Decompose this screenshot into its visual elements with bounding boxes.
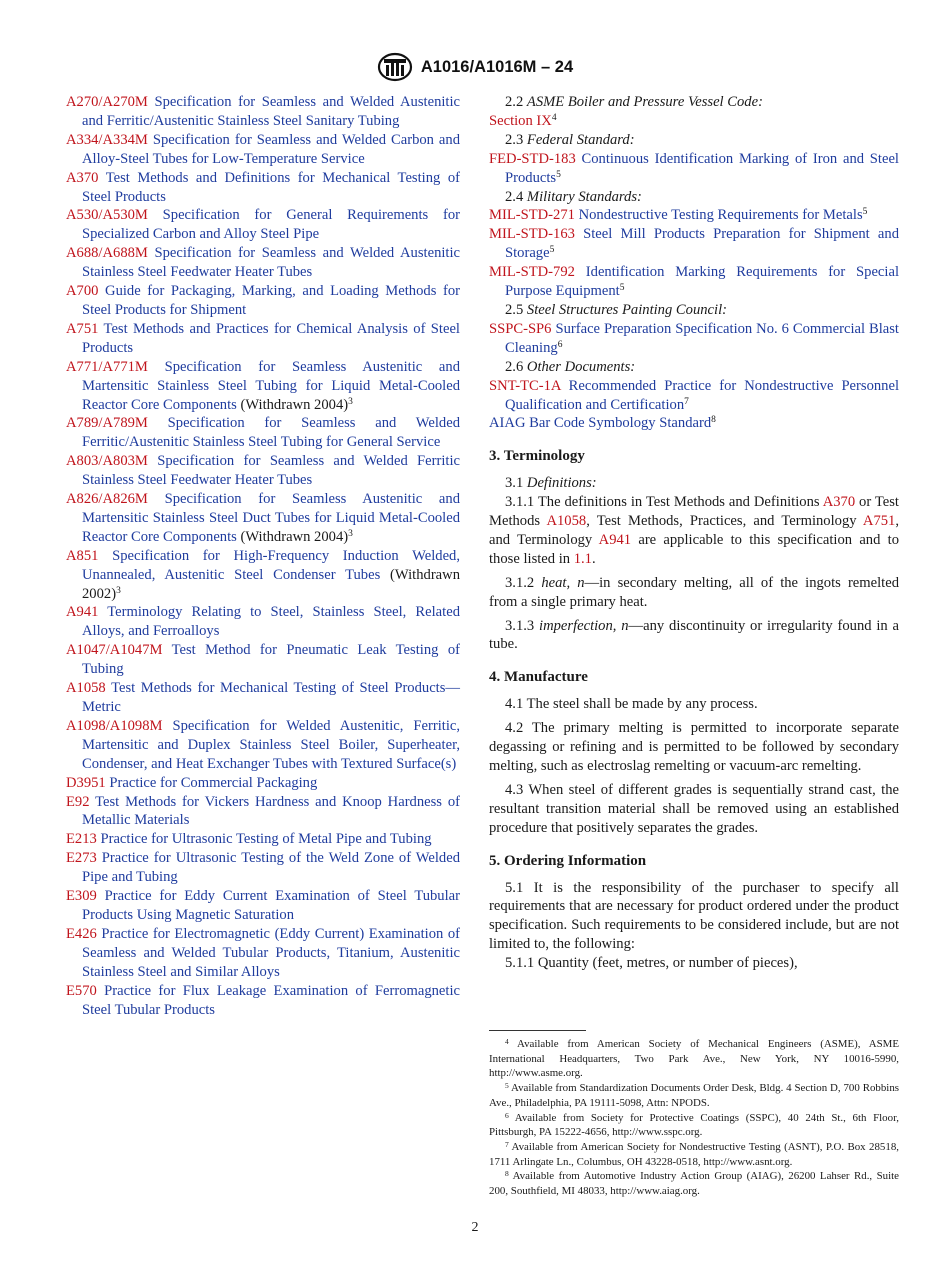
page-header <box>0 52 950 82</box>
section-2-6-heading: 2.6 Other Documents: <box>505 358 636 375</box>
reference-code[interactable]: A1047/A1047M <box>66 642 163 659</box>
reference-title[interactable]: Terminology Relating to Steel, Stainless Steel, Related Alloys, and Ferroalloys <box>82 604 460 640</box>
reference-title[interactable]: Specification for Seamless and Welded Austenitic and Ferritic/Austenitic Stainless Steel Sanitary Tubing <box>82 94 461 129</box>
reference-title[interactable]: Specification for Seamless Austenitic and Martensitic Stainless Steel Tubing for Liquid Metal-Cooled Reactor Core Components <box>82 358 461 413</box>
footnote: $^6$ Available from Society for Protective Coatings (SSPC), 40 24th St., 6th Floor, Pittsburgh, PA 15222-4656, http://www.sspc.org. <box>489 1110 899 1139</box>
reference-title[interactable]: Practice for Commercial Packaging <box>109 774 318 791</box>
paragraph-3-1: 3.1 Definitions: <box>505 475 597 492</box>
paragraph-4-3: 4.3 When steel of different grades is sequentially strand cast, the resultant transition material shall be removed using an established procedure that positively separates the grades. <box>489 781 899 836</box>
military-reference[interactable] <box>489 225 899 263</box>
reference-code[interactable]: D3951 <box>66 774 106 791</box>
astm-reference[interactable] <box>66 849 460 887</box>
section-2-4-heading: 2.4 Military Standards: <box>505 188 642 205</box>
footnote-marker: 5 <box>862 207 868 218</box>
reference-title[interactable]: Specification for Seamless and Welded Austenitic Stainless Steel Feedwater Heater Tubes <box>82 245 461 281</box>
footnote-marker: 8 <box>711 415 716 426</box>
section-3-title: 3. Terminology <box>489 448 585 465</box>
astm-reference[interactable] <box>66 282 460 320</box>
reference-sspc-sp6[interactable]: SSPC-SP6 Surface Preparation Specification No. 6 Commercial Blast Cleaning$^6$ <box>489 320 899 356</box>
other-reference[interactable] <box>489 377 899 415</box>
reference-title[interactable]: Specification for Seamless and Welded Ferritic Stainless Steel Feedwater Heater Tubes <box>82 453 460 489</box>
reference-code[interactable]: A1098/A1098M <box>66 717 163 734</box>
link-a370[interactable]: A370 <box>822 494 856 511</box>
reference-code[interactable]: A803/A803M <box>66 453 148 470</box>
paragraph-3-1-2: 3.1.2 heat, n—in secondary melting, all of the ingots remelted from a single primary heat. <box>489 574 899 610</box>
reference-code[interactable]: A789/A789M <box>66 415 148 432</box>
military-reference[interactable] <box>489 263 899 301</box>
reference-title[interactable]: Steel Mill Products Preparation for Shipment and Storage <box>505 226 899 262</box>
astm-reference[interactable] <box>66 131 460 169</box>
section-5-title: 5. Ordering Information <box>489 852 647 869</box>
page-number: 2 <box>471 1220 479 1235</box>
reference-code[interactable]: A270/A270M <box>66 94 148 110</box>
footnote-marker: 7 <box>684 396 689 407</box>
astm-reference[interactable] <box>66 679 460 717</box>
footnote-marker: 5 <box>549 245 555 256</box>
section-4-title: 4. Manufacture <box>489 669 588 686</box>
right-column <box>489 93 899 973</box>
reference-title[interactable]: Guide for Packaging, Marking, and Loading Methods for Steel Products for Shipment <box>82 283 460 318</box>
reference-code[interactable]: A826/A826M <box>66 491 148 508</box>
reference-code[interactable]: A370 <box>66 169 99 186</box>
reference-title[interactable]: Test Method for Pneumatic Leak Testing of Tubing <box>82 642 460 678</box>
reference-code[interactable]: A771/A771M <box>66 358 148 375</box>
link-a941[interactable]: A941 <box>598 531 632 548</box>
reference-title[interactable]: Specification for Welded Austenitic, Ferritic, Martensitic and Duplex Stainless Steel Boiler, Superheater, Condenser, and Heat Exchanger Tubes with Textured Surface(s) <box>82 717 460 772</box>
reference-title[interactable]: Specification for Seamless and Welded Carbon and Alloy-Steel Tubes for Low-Temperature Service <box>82 131 460 167</box>
reference-title[interactable]: Recommended Practice for Nondestructive Personnel Qualification and Certification <box>505 377 900 413</box>
reference-code[interactable]: A1058 <box>66 680 106 697</box>
reference-code[interactable]: E92 <box>66 793 90 810</box>
reference-fed-std-183[interactable]: FED-STD-183 Continuous Identification Marking of Iron and Steel Products$^5$ <box>489 150 899 186</box>
astm-reference[interactable] <box>66 452 460 490</box>
astm-reference[interactable] <box>66 982 460 1020</box>
footnote-divider <box>489 1030 586 1031</box>
reference-title[interactable]: Practice for Electromagnetic (Eddy Current) Examination of Seamless and Welded Tubular Products, Titanium, Austenitic Stainless Steel and Similar Alloys <box>82 925 460 980</box>
reference-code[interactable]: E213 <box>66 831 97 848</box>
link-a751[interactable]: A751 <box>862 513 896 530</box>
astm-reference[interactable] <box>66 414 460 452</box>
footnotes <box>489 1030 899 1199</box>
reference-title[interactable]: Test Methods and Definitions for Mechanical Testing of Steel Products <box>82 169 460 205</box>
reference-title[interactable]: Practice for Eddy Current Examination of Steel Tubular Products Using Magnetic Saturation <box>82 888 460 923</box>
reference-code[interactable]: MIL-STD-163 <box>489 226 575 243</box>
footnote: $^8$ Available from Automotive Industry Action Group (AIAG), 26200 Lahser Rd., Suite 200, Southfield, MI 48033, http://www.aiag.org. <box>489 1169 899 1198</box>
link-section-1-1[interactable]: 1.1 <box>573 550 592 567</box>
astm-reference[interactable] <box>66 490 460 547</box>
reference-title[interactable]: Specification for Seamless Austenitic and Martensitic Stainless Steel Duct Tubes for Liquid Metal-Cooled Reactor Core Components <box>82 491 461 545</box>
other-documents-list <box>489 377 899 434</box>
astm-reference[interactable] <box>66 93 460 131</box>
astm-reference[interactable] <box>66 244 460 282</box>
footnote: $^7$ Available from American Society for Nondestructive Testing (ASNT), P.O. Box 28518, 1711 Arlingate Ln., Columbus, OH 43228-0518, http://www.asnt.org. <box>489 1139 899 1168</box>
astm-reference[interactable] <box>66 774 460 793</box>
paragraph-5-1-1: 5.1.1 Quantity (feet, metres, or number of pieces), <box>505 955 798 972</box>
footnote: $^4$ Available from American Society of Mechanical Engineers (ASME), ASME International Headquarters, Two Park Ave., New York, NY 10016-5990, http://www.asme.org. <box>489 1037 899 1080</box>
reference-code[interactable]: E426 <box>66 925 97 942</box>
reference-title[interactable]: Practice for Ultrasonic Testing of Metal Pipe and Tubing <box>100 831 432 848</box>
reference-title[interactable]: Identification Marking Requirements for Special Purpose Equipment <box>505 264 899 300</box>
military-reference[interactable] <box>489 206 899 225</box>
paragraph-5-1: 5.1 It is the responsibility of the purchaser to specify all requirements that are necessary for product ordered under the product specification. Such requirements to be considered include, but are not limited to, the following: <box>489 879 899 953</box>
footnote-marker: 5 <box>619 283 625 294</box>
reference-code[interactable]: A700 <box>66 283 99 300</box>
astm-reference[interactable] <box>66 169 460 207</box>
paragraph-3-1-3: 3.1.3 imperfection, n—any discontinuity or irregularity found in a tube. <box>489 617 899 653</box>
reference-title[interactable]: Practice for Flux Leakage Examination of Ferromagnetic Steel Tubular Products <box>82 982 460 1018</box>
reference-section-ix[interactable]: Section $IX^4$ <box>489 112 557 129</box>
reference-code[interactable]: E309 <box>66 888 97 905</box>
withdrawn-note: (Withdrawn 2004) <box>236 528 349 545</box>
astm-reference[interactable] <box>66 603 460 641</box>
reference-title[interactable]: Specification for Seamless and Welded Ferritic/Austenitic Stainless Steel Tubing for General Service <box>82 415 461 451</box>
reference-title[interactable]: AIAG Bar Code Symbology Standard <box>489 415 712 432</box>
reference-title[interactable]: Specification for General Requirements for Specialized Carbon and Alloy Steel Pipe <box>82 207 460 243</box>
astm-reference[interactable] <box>66 547 460 604</box>
reference-title[interactable]: Test Methods for Mechanical Testing of Steel Products—Metric <box>82 680 461 715</box>
reference-code[interactable]: MIL-STD-271 <box>489 207 575 224</box>
reference-code[interactable]: SNT-TC-1A <box>489 377 561 394</box>
astm-reference[interactable] <box>66 925 460 982</box>
astm-reference[interactable] <box>66 206 460 244</box>
paragraph-4-1: 4.1 The steel shall be made by any process. <box>505 696 758 713</box>
footnote-marker: 3 <box>348 396 353 407</box>
reference-code[interactable]: A530/A530M <box>66 207 148 224</box>
reference-code[interactable]: A751 <box>66 320 99 337</box>
section-2-5-heading: 2.5 Steel Structures Painting Council: <box>505 301 728 318</box>
reference-code[interactable]: MIL-STD-792 <box>489 264 575 281</box>
reference-code[interactable]: A941 <box>66 604 99 621</box>
left-column-references <box>66 93 460 1019</box>
paragraph-4-2: 4.2 The primary melting is permitted to incorporate separate degassing or refining and is permitted to be followed by secondary melting, such as electroslag remelting or vacuum-arc remelting. <box>489 720 899 774</box>
reference-code[interactable]: E570 <box>66 982 97 999</box>
reference-title[interactable]: Test Methods for Vickers Hardness and Knoop Hardness of Metallic Materials <box>82 793 461 829</box>
astm-logo-icon <box>377 52 413 82</box>
footnote: $^5$ Available from Standardization Documents Order Desk, Bldg. 4 Section D, 700 Robbins Ave., Philadelphia, PA 19111-5098, Attn: NPODS. <box>489 1081 899 1109</box>
astm-reference[interactable] <box>66 830 460 849</box>
astm-reference[interactable] <box>66 717 460 774</box>
section-2-2-heading: 2.2 ASME Boiler and Pressure Vessel Code: <box>505 94 763 110</box>
reference-title[interactable]: Practice for Ultrasonic Testing of the Weld Zone of Welded Pipe and Tubing <box>82 850 460 886</box>
reference-code[interactable]: A334/A334M <box>66 131 148 148</box>
reference-code[interactable]: A851 <box>66 547 99 564</box>
astm-reference[interactable] <box>66 641 460 679</box>
footnote-marker: 3 <box>116 585 121 596</box>
reference-code[interactable]: E273 <box>66 850 97 867</box>
military-standards-list <box>489 206 899 301</box>
astm-reference[interactable] <box>66 358 460 415</box>
reference-code[interactable]: A688/A688M <box>66 245 148 262</box>
astm-reference[interactable] <box>66 793 460 831</box>
other-reference[interactable] <box>489 414 899 433</box>
withdrawn-note: (Withdrawn 2004) <box>236 396 349 413</box>
reference-title[interactable]: Nondestructive Testing Requirements for Metals <box>578 207 863 224</box>
paragraph-3-1-1: 3.1.1 The definitions in Test Methods and Definitions A370 or Test Methods A1058, Test Methods, Practices, and Terminology A751, and Terminology A941 are applicable to this specification and to those listed in 1.1. <box>489 494 899 567</box>
astm-reference[interactable] <box>66 887 460 925</box>
reference-title[interactable]: Test Methods and Practices for Chemical Analysis of Steel Products <box>82 320 460 356</box>
withdrawn-note: (Withdrawn 2002) <box>82 566 460 602</box>
footnote-marker: 3 <box>348 528 353 539</box>
reference-title[interactable]: Specification for High-Frequency Induction Welded, Unannealed, Austenitic Steel Condenser Tubes <box>82 547 460 583</box>
link-a1058[interactable]: A1058 <box>546 513 587 530</box>
document-id: A1016/A1016M – 24 <box>420 57 574 76</box>
section-2-3-heading: 2.3 Federal Standard: <box>505 131 635 148</box>
astm-reference[interactable] <box>66 320 460 358</box>
